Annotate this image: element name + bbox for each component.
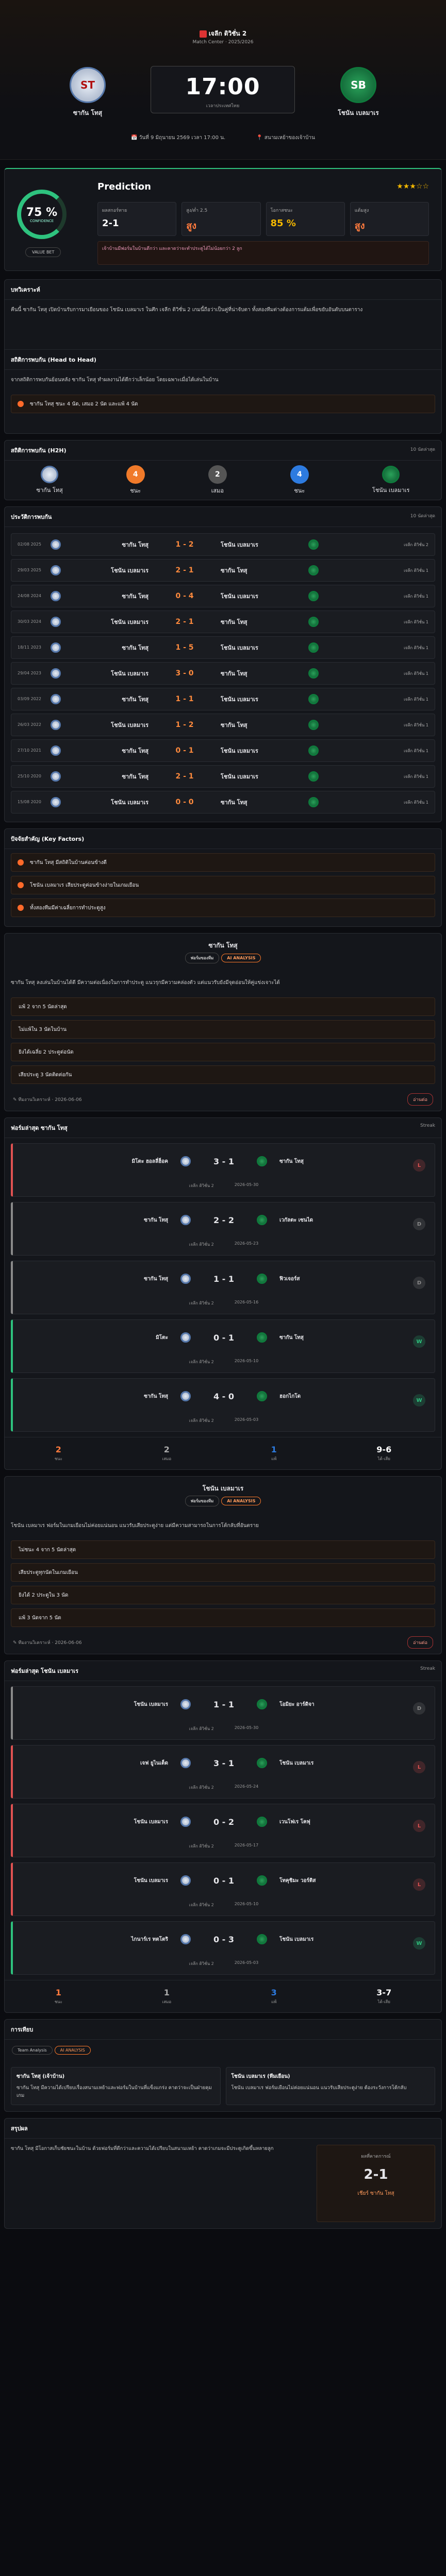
league-header [0,29,446,45]
form-match-card[interactable]: โชนัน เบลมาเร 0 - 2 เวนโฟเร โคฟุ L เจลีก ดิวิชั่น 2 2026-05-17 [11,1804,435,1857]
team-crest-icon [308,694,319,704]
intro-text: คืนนี้ ซากัน โทสุ เปิดบ้านรับการมาเยือนของ โชนัน เบลมาเร ในศึก เจลีก ดิวิชั่น 2 เกมนี้ถือว่าเป็นคู่ที่น่าจับตา ทั้งสองทีมต่างต้องการแต้มเพื่อขยับอันดับบนตาราง [11,307,363,313]
away-form-team: โชนัน เบลมาเร [202,1485,244,1492]
team-crest-icon [51,745,61,756]
form-match-card[interactable]: ไกนาร์เร ทตโตริ 0 - 3 โชนัน เบลมาเร W เจลีก ดิวิชั่น 2 2026-05-03 [11,1921,435,1975]
prediction-card: โอกาสชนะ 85 % [266,202,345,236]
away-crest-icon [382,466,400,483]
h2h-row[interactable]: 15/08 2020 โชนัน เบลมาเร 0 - 0 ซากัน โทสุ เจลีก ดิวิชั่น 1 [11,791,435,814]
team-crest-icon [51,591,61,601]
team-crest-icon [308,668,319,679]
intro-section [4,279,442,434]
team-crest-icon [308,539,319,550]
h2h-row[interactable]: 30/03 2024 โชนัน เบลมาเร 2 - 1 ซากัน โทสุ เจลีก ดิวิชั่น 1 [11,611,435,633]
league-name: เจลีก ดิวิชั่น 2 [208,30,247,37]
form-match-card[interactable]: เจฟ ยูไนเต็ด 3 - 1 โชนัน เบลมาเร L เจลีก ดิวิชั่น 2 2026-05-24 [11,1745,435,1799]
form-stat: 3-7 ได้-เสีย [376,1988,392,2004]
home-form-analysis: ซากัน โทสุ ฟอร์มของทีม AI ANALYSIS ซากัน โทสุ ลงเล่นในบ้านได้ดี มีความต่อเนื่องในการทำประตู แนวรุกมีความคล่องตัว แต่แนวรับยังมีจุดอ่อนให้คู่แข่งเจาะได้ แพ้ 2 จาก 5 นัดล่าสุด ไม่แพ้ใน 3 นัดในบ้าน ยิงได้เฉลี่ย 2 ประตูต่อนัด เสียประตู 3 นัดติดต่อกัน ✎ ทีมงานวิเคราะห์ · 2026-06-06 อ่านต่อ [4,933,442,1111]
final-verdict: สรุปผล ซากัน โทสุ มีโอกาสเก็บชัยชนะในบ้าน ด้วยฟอร์มที่ดีกว่าและความได้เปรียบในสนามเหย้า คาดว่าเกมจะมีประตูเกิดขึ้นหลายลูก ผลที่คาดการณ์ 2-1 เชียร์ ซากัน โทสุ [4,2118,442,2229]
value-bet-badge[interactable]: VALUE BET [25,247,61,257]
team-crest-icon [180,1934,191,1944]
h2h-highlight: ซากัน โทสุ ชนะ 4 นัด, เสมอ 2 นัด และแพ้ 4 นัด [11,395,435,413]
team-crest-icon [257,1934,267,1944]
home-analysis: ซากัน โทสุ (เจ้าบ้าน) ซากัน โทสุ มีความได้เปรียบเรื่องสนามเหย้าและฟอร์มในบ้านที่แข็งแกร่ง คาดว่าจะเป็นฝ่ายคุมเกม [11,2067,221,2105]
team-crest-icon [180,1332,191,1343]
team-crest-icon [51,539,61,550]
h2h-home: ซากัน โทสุ [37,466,63,495]
team-crest-icon [257,1332,267,1343]
team-crest-icon [51,797,61,807]
team-crest-icon [51,720,61,730]
team-crest-icon [308,771,319,782]
prediction-cards [97,202,429,236]
intro-title: บทวิเคราะห์ [11,286,40,293]
kickoff-sub: เวลาประเทศไทย [206,104,240,109]
team-crest-icon [180,1875,191,1886]
form-stat: 9-6 ได้-เสีย [376,1445,392,1461]
prediction-card: สูง/ต่ำ 2.5 สูง [181,202,260,236]
away-form-text: โชนัน เบลมาเร ฟอร์มในเกมเยือนไม่ค่อยแน่นอน แนวรับเสียประตูง่าย แต่มีความสามารถในการโต้กลับที่อันตราย [11,1523,259,1529]
team-crest-icon [180,1215,191,1225]
home-form-text: ซากัน โทสุ ลงเล่นในบ้านได้ดี มีความต่อเนื่องในการทำประตู แนวรุกมีความคล่องตัว แต่แนวรับยังมีจุดอ่อนให้คู่แข่งเจาะได้ [11,980,280,986]
away-crest-icon: SB [340,67,376,103]
league-round: Match Center · 2025/2026 [192,40,254,45]
key-factor-item: ซากัน โทสุ มีสถิติในบ้านค่อนข้างดี [11,853,435,872]
result-badge: W [413,1937,425,1950]
team-crest-icon [180,1758,191,1768]
away-form-analysis: โชนัน เบลมาเร ฟอร์มของทีม AI ANALYSIS โชนัน เบลมาเร ฟอร์มในเกมเยือนไม่ค่อยแน่นอน แนวรับเสียประตูง่าย แต่มีความสามารถในการโต้กลับที่อันตราย ไม่ชนะ 4 จาก 5 นัดล่าสุด เสียประตูทุกนัดในเกมเยือน ยิงได้ 2 ประตูใน 3 นัด แพ้ 3 นัดจาก 5 นัด ✎ ทีมงานวิเคราะห์ · 2026-06-06 อ่านต่อ [4,1476,442,1654]
form-point: เสียประตูทุกนัดในเกมเยือน [11,1563,435,1582]
result-badge: L [413,1820,425,1832]
result-badge: D [413,1277,425,1289]
match-venue: 📍 สนามเหย้าของเจ้าบ้าน [256,135,315,141]
away-team[interactable] [322,67,394,118]
home-team-name: ซากัน โทสุ [73,109,103,116]
read-more-button[interactable]: อ่านต่อ [407,1636,433,1649]
match-hero [0,0,446,160]
form-stat: 3 แพ้ [271,1988,277,2004]
bullet-icon [18,905,24,911]
h2h-summary: สถิติการพบกัน (H2H) 10 นัดล่าสุด ซากัน โทสุ 4 ชนะ 2 เสมอ 4 ชนะ โชนัน เบลมาเร [4,440,442,500]
team-analysis: การเทียบ Team Analysis AI ANALYSIS ซากัน โทสุ (เจ้าบ้าน) ซากัน โทสุ มีความได้เปรียบเรื่องสนามเหย้าและฟอร์มในบ้านที่แข็งแกร่ง คาดว่าจะเป็นฝ่ายคุมเกม โชนัน เบลมาเร (ทีมเยือน) โชนัน เบลมาเร ฟอร์มเยือนไม่ค่อยแน่นอน แนวรับเสียประตูง่าย ต้องระวังการโต้กลับ [4,2019,442,2112]
h2h-away-wins: 4 ชนะ [290,465,309,495]
final-text: ซากัน โทสุ มีโอกาสเก็บชัยชนะในบ้าน ด้วยฟอร์มที่ดีกว่าและความได้เปรียบในสนามเหย้า คาดว่าเกมจะมีประตูเกิดขึ้นหลายลูก [11,2146,274,2152]
form-match-card[interactable]: โชนัน เบลมาเร 0 - 1 โทคุชิมะ วอร์ติส L เจลีก ดิวิชั่น 2 2026-05-10 [11,1862,435,1916]
result-badge: W [413,1335,425,1348]
result-badge: L [413,1761,425,1773]
team-crest-icon [308,745,319,756]
form-point: ยิงได้เฉลี่ย 2 ประตูต่อนัด [11,1043,435,1061]
team-crest-icon [51,642,61,653]
confidence-percent: 75 % [26,206,58,219]
form-match-card[interactable]: มิโตะ 0 - 1 ซากัน โทสุ W เจลีก ดิวิชั่น 2 2026-05-10 [11,1319,435,1373]
home-crest-icon [41,466,58,483]
h2h-row[interactable]: 29/04 2023 โชนัน เบลมาเร 3 - 0 ซากัน โทสุ เจลีก ดิวิชั่น 1 [11,662,435,685]
form-match-card[interactable]: มิโตะ ฮอลลี่ฮ็อค 3 - 1 ซากัน โทสุ L เจลีก ดิวิชั่น 2 2026-05-30 [11,1143,435,1197]
team-crest-icon [180,1156,191,1166]
prediction-title: Prediction [97,181,151,192]
team-crest-icon [257,1817,267,1827]
h2h-row[interactable]: 25/10 2020 ซากัน โทสุ 2 - 1 โชนัน เบลมาเร เจลีก ดิวิชั่น 1 [11,765,435,788]
match-date: 📅 วันที่ 9 มิถุนายน 2569 เวลา 17:00 น. [131,135,226,141]
team-crest-icon [51,771,61,782]
team-crest-icon [51,668,61,679]
league-logo-icon [200,30,207,38]
confidence-ring [17,190,67,239]
form-stat: 2 ชนะ [54,1445,62,1461]
h2h-list: ประวัติการพบกัน 10 นัดล่าสุด 02/08 2025 ซากัน โทสุ 1 - 2 โชนัน เบลมาเร เจลีก ดิวิชั่น 2 29/03 2025 โชนัน เบลมาเร 2 - 1 ซากัน โทสุ เจลีก ดิวิชั่น 1 24/08 2024 ซากัน โทสุ 0 - 4 โชนัน เบลมาเร เจลีก ดิวิชั่น 1 30/03 2024 โชนัน เบลมาเร 2 - 1 ซากัน โทสุ เจลีก ดิวิชั่น 1 18/11 2023 ซากัน โทสุ 1 - 5 โชนัน เบลมาเร เจลีก ดิวิชั่น 1 29/04 2023 โชนัน เบลมาเร 3 - 0 ซากัน โทสุ เจลีก ดิวิชั่น 1 03/09 2022 ซากัน โทสุ 1 - 1 โชนัน เบลมาเร เจลีก ดิวิชั่น 1 26/03 2022 โชนัน เบลมาเร 1 - 2 ซากัน โทสุ เจลีก ดิวิชั่น 1 27/10 2021 ซากัน โทสุ 0 - 1 โชนัน เบลมาเร เจลีก ดิวิชั่น 1 25/10 2020 ซากัน โทสุ 2 - 1 โชนัน เบลมาเร เจลีก ดิวิชั่น 1 15/08 2020 โชนัน เบลมาเร 0 - 0 ซากัน โทสุ เจลีก ดิวิชั่น 1 [4,506,442,822]
form-match-card[interactable]: โชนัน เบลมาเร 1 - 1 โอมิยะ อาร์ดิจา D เจลีก ดิวิชั่น 2 2026-05-30 [11,1686,435,1740]
key-factor-item: โชนัน เบลมาเร เสียประตูค่อนข้างง่ายในเกมเยือน [11,876,435,894]
rating-stars-icon: ★★★☆☆ [397,182,429,191]
form-point: เสียประตู 3 นัดติดต่อกัน [11,1065,435,1084]
form-point: แพ้ 3 นัดจาก 5 นัด [11,1608,435,1627]
h2h-row[interactable]: 29/03 2025 โชนัน เบลมาเร 2 - 1 ซากัน โทสุ เจลีก ดิวิชั่น 1 [11,559,435,582]
form-match-card[interactable]: ซากัน โทสุ 4 - 0 ฮอกไกโด W เจลีก ดิวิชั่น 2 2026-05-03 [11,1378,435,1432]
form-stat: 1 แพ้ [271,1445,277,1461]
form-point: ไม่แพ้ใน 3 นัดในบ้าน [11,1020,435,1039]
team-crest-icon [180,1817,191,1827]
team-crest-icon [257,1274,267,1284]
team-crest-icon [257,1699,267,1709]
intro-h2h-title: สถิติการพบกัน (Head to Head) [11,357,96,363]
prediction-card: ผลสกอร์ทาย 2-1 [97,202,176,236]
team-crest-icon [308,797,319,807]
intro-h2h-text: จากสถิติการพบกันย้อนหลัง ซากัน โทสุ ทำผลงานได้ดีกว่าเล็กน้อย โดยเฉพาะเมื่อได้เล่นในบ้าน [11,377,219,383]
away-team-name: โชนัน เบลมาเร [338,109,379,116]
key-factor-item: ทั้งสองทีมมีค่าเฉลี่ยการทำประตูสูง [11,899,435,917]
h2h-away: โชนัน เบลมาเร [372,466,410,495]
team-crest-icon [308,642,319,653]
team-crest-icon [257,1156,267,1166]
team-crest-icon [308,591,319,601]
home-last-matches: ฟอร์มล่าสุด ซากัน โทสุ Streak มิโตะ ฮอลลี่ฮ็อค 3 - 1 ซากัน โทสุ L เจลีก ดิวิชั่น 2 2026-05-30 ซากัน โทสุ 2 - 2 เวกัลตะ เซนได D เจลีก ดิวิชั่น 2 2026-05-23 ซากัน โทสุ 1 - 1 ฟิวเจอร์ส D เจลีก ดิวิชั่น 2 2026-05-16 มิโตะ 0 - 1 ซากัน โทสุ W เจลีก ดิวิชั่น 2 2026-05-10 ซากัน โทสุ 4 - 0 ฮอกไกโด W เจลีก ดิวิชั่น 2 2026-05-03 2 ชนะ 2 เสมอ 1 แพ้ 9-6 ได้-เสีย [4,1117,442,1470]
team-crest-icon [180,1274,191,1284]
kickoff-box [151,66,295,113]
home-team[interactable] [52,67,124,118]
prediction-note: เจ้าบ้านมีฟอร์มในบ้านดีกว่า และคาดว่าจะทำประตูได้ไม่น้อยกว่า 2 ลูก [97,241,429,265]
result-badge: D [413,1702,425,1715]
h2h-home-wins: 4 ชนะ [126,465,145,495]
h2h-row[interactable]: 24/08 2024 ซากัน โทสุ 0 - 4 โชนัน เบลมาเร เจลีก ดิวิชั่น 1 [11,585,435,607]
form-point: ยิงได้ 2 ประตูใน 3 นัด [11,1586,435,1604]
form-match-card[interactable]: ซากัน โทสุ 1 - 1 ฟิวเจอร์ส D เจลีก ดิวิชั่น 2 2026-05-16 [11,1261,435,1314]
prediction-card: แต้มสูง สูง [350,202,429,236]
key-factors: ปัจจัยสำคัญ (Key Factors) ซากัน โทสุ มีสถิติในบ้านค่อนข้างดี โชนัน เบลมาเร เสียประตูค่อนข้างง่ายในเกมเยือน ทั้งสองทีมมีค่าเฉลี่ยการทำประตูสูง [4,828,442,927]
away-analysis: โชนัน เบลมาเร (ทีมเยือน) โชนัน เบลมาเร ฟอร์มเยือนไม่ค่อยแน่นอน แนวรับเสียประตูง่าย ต้องระวังการโต้กลับ [226,2067,436,2105]
team-crest-icon [51,694,61,704]
h2h-row[interactable]: 02/08 2025 ซากัน โทสุ 1 - 2 โชนัน เบลมาเร เจลีก ดิวิชั่น 2 [11,533,435,556]
result-badge: W [413,1394,425,1406]
team-crest-icon [257,1391,267,1401]
form-stat: 1 เสมอ [162,1988,172,2004]
confidence-label: CONFIDENCE [29,218,54,223]
final-score-box: ผลที่คาดการณ์ 2-1 เชียร์ ซากัน โทสุ [317,2145,435,2222]
result-badge: D [413,1218,425,1230]
form-point: ไม่ชนะ 4 จาก 5 นัดล่าสุด [11,1540,435,1559]
team-crest-icon [51,565,61,575]
bullet-icon [18,401,24,407]
form-stat: 1 ชนะ [54,1988,62,2004]
home-crest-icon: ST [70,67,106,103]
kickoff-time: 17:00 [185,74,260,100]
home-form-team: ซากัน โทสุ [208,942,238,949]
team-crest-icon [257,1215,267,1225]
team-crest-icon [308,617,319,627]
result-badge: L [413,1159,425,1172]
h2h-row[interactable]: 03/09 2022 ซากัน โทสุ 1 - 1 โชนัน เบลมาเร เจลีก ดิวิชั่น 1 [11,688,435,710]
h2h-row[interactable]: 18/11 2023 ซากัน โทสุ 1 - 5 โชนัน เบลมาเร เจลีก ดิวิชั่น 1 [11,636,435,659]
form-stat: 2 เสมอ [162,1445,172,1461]
result-badge: L [413,1878,425,1891]
h2h-row[interactable]: 27/10 2021 ซากัน โทสุ 0 - 1 โชนัน เบลมาเร เจลีก ดิวิชั่น 1 [11,739,435,762]
away-last-matches: ฟอร์มล่าสุด โชนัน เบลมาเร Streak โชนัน เบลมาเร 1 - 1 โอมิยะ อาร์ดิจา D เจลีก ดิวิชั่น 2 2026-05-30 เจฟ ยูไนเต็ด 3 - 1 โชนัน เบลมาเร L เจลีก ดิวิชั่น 2 2026-05-24 โชนัน เบลมาเร 0 - 2 เวนโฟเร โคฟุ L เจลีก ดิวิชั่น 2 2026-05-17 โชนัน เบลมาเร 0 - 1 โทคุชิมะ วอร์ติส L เจลีก ดิวิชั่น 2 2026-05-10 ไกนาร์เร ทตโตริ 0 - 3 โชนัน เบลมาเร W เจลีก ดิวิชั่น 2 2026-05-03 1 ชนะ 1 เสมอ 3 แพ้ 3-7 ได้-เสีย [4,1660,442,2013]
team-crest-icon [257,1875,267,1886]
read-more-button[interactable]: อ่านต่อ [407,1093,433,1106]
team-crest-icon [180,1699,191,1709]
team-crest-icon [308,565,319,575]
bullet-icon [18,859,24,866]
form-match-card[interactable]: ซากัน โทสุ 2 - 2 เวกัลตะ เซนได D เจลีก ดิวิชั่น 2 2026-05-23 [11,1202,435,1256]
team-crest-icon [308,720,319,730]
form-point: แพ้ 2 จาก 5 นัดล่าสุด [11,997,435,1016]
h2h-draws: 2 เสมอ [208,465,227,495]
h2h-row[interactable]: 26/03 2022 โชนัน เบลมาเร 1 - 2 ซากัน โทสุ เจลีก ดิวิชั่น 1 [11,714,435,736]
team-crest-icon [51,617,61,627]
bullet-icon [18,882,24,888]
team-crest-icon [257,1758,267,1768]
match-meta [0,134,446,142]
prediction-panel [4,168,442,271]
team-crest-icon [180,1391,191,1401]
